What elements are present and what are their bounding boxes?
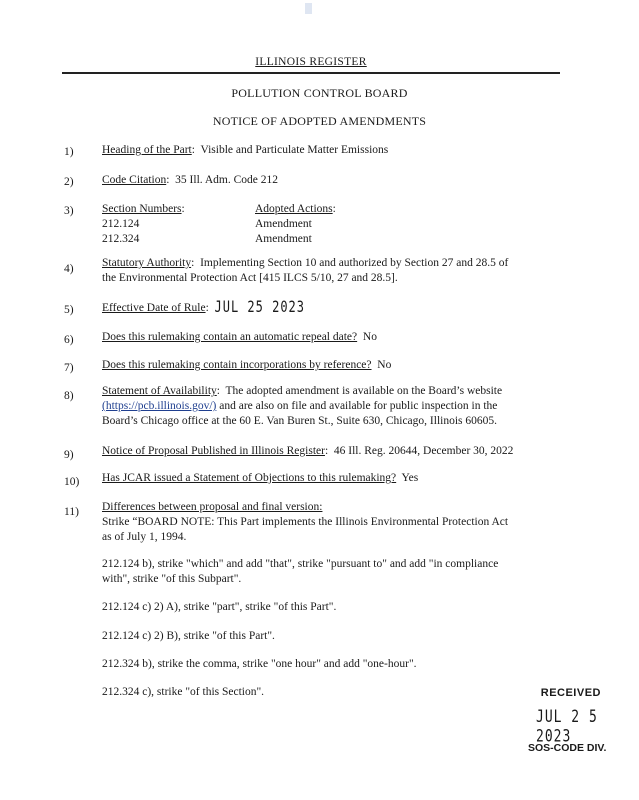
item-number: 7) — [64, 362, 74, 374]
item-availability: Statement of Availability: The adopted amendment is available on the Board’s website (https://pcb.illinois.gov/) and are also on file and available for public inspection in the Board’s Chicago office at the 60 E. Van Buren St., Suite 630, Chicago, Illinois 60605. — [102, 385, 503, 427]
item-number: 4) — [64, 263, 74, 275]
item-number: 5) — [64, 304, 74, 316]
item-notice-of-proposal: Notice of Proposal Published in Illinois Register: 46 Ill. Reg. 20644, December 30, 2022 — [102, 445, 514, 457]
effective-date-stamp: JUL 25 2023 — [214, 297, 305, 317]
received-stamp: RECEIVED — [540, 687, 601, 699]
item-incorporations: Does this rulemaking contain incorporations by reference? No — [102, 359, 392, 371]
item-number: 6) — [64, 334, 74, 346]
change-item: 212.124 b), strike "which" and add "that", strike "pursuant to" and add "in compliance with", strike "of this Subpart". — [102, 558, 499, 585]
item-statutory-authority: Statutory Authority: Implementing Section 10 and authorized by Section 27 and 28.5 of the Environmental Protection Act [415 ILCS 5/10, 27 and 28.5]. — [102, 257, 509, 284]
action-column: Adopted Actions: Amendment Amendment — [255, 203, 336, 245]
pcb-website-link[interactable]: (https://pcb.illinois.gov/) — [102, 400, 217, 412]
item-differences: Differences between proposal and final version: Strike “BOARD NOTE: This Part implements the Illinois Environmental Protection Act as of July 1, 1994. — [102, 501, 509, 543]
adopted-action: Amendment — [255, 233, 312, 245]
change-item: 212.124 c) 2) B), strike "of this Part". — [102, 630, 275, 642]
section-column: Section Numbers: 212.124 212.324 — [102, 203, 185, 245]
item-number: 8) — [64, 390, 74, 402]
item-number: 9) — [64, 449, 74, 461]
item-heading: Heading of the Part: Visible and Particulate Matter Emissions — [102, 144, 389, 156]
item-number: 10) — [64, 476, 80, 488]
item-number: 1) — [64, 146, 74, 158]
register-header: ILLINOIS REGISTER — [255, 56, 367, 68]
change-item: 212.324 c), strike "of this Section". — [102, 686, 265, 698]
change-item: 212.124 c) 2) A), strike "part", strike "of this Part". — [102, 601, 337, 613]
section-number: 212.124 — [102, 218, 140, 230]
item-number: 2) — [64, 176, 74, 188]
item-code-citation: Code Citation: 35 Ill. Adm. Code 212 — [102, 174, 279, 186]
section-number: 212.324 — [102, 233, 140, 245]
received-date-stamp: JUL 2 5 2023 — [536, 707, 598, 747]
item-number: 3) — [64, 205, 74, 217]
header-rule — [62, 72, 560, 74]
item-repeal-date: Does this rulemaking contain an automatic repeal date? No — [102, 331, 377, 343]
item-number: 11) — [64, 506, 79, 518]
item-jcar: Has JCAR issued a Statement of Objections to this rulemaking? Yes — [102, 472, 419, 484]
notice-title: NOTICE OF ADOPTED AMENDMENTS — [212, 114, 427, 128]
item-effective-date: Effective Date of Rule: JUL 25 2023 — [102, 297, 305, 317]
item-section-numbers — [102, 202, 562, 248]
board-title: POLLUTION CONTROL BOARD — [231, 86, 408, 100]
sos-code-div-stamp: SOS-CODE DIV. — [528, 742, 607, 754]
change-item: 212.324 b), strike the comma, strike "one hour" and add "one-hour". — [102, 658, 417, 670]
scan-artifact — [305, 3, 312, 14]
adopted-action: Amendment — [255, 218, 312, 230]
